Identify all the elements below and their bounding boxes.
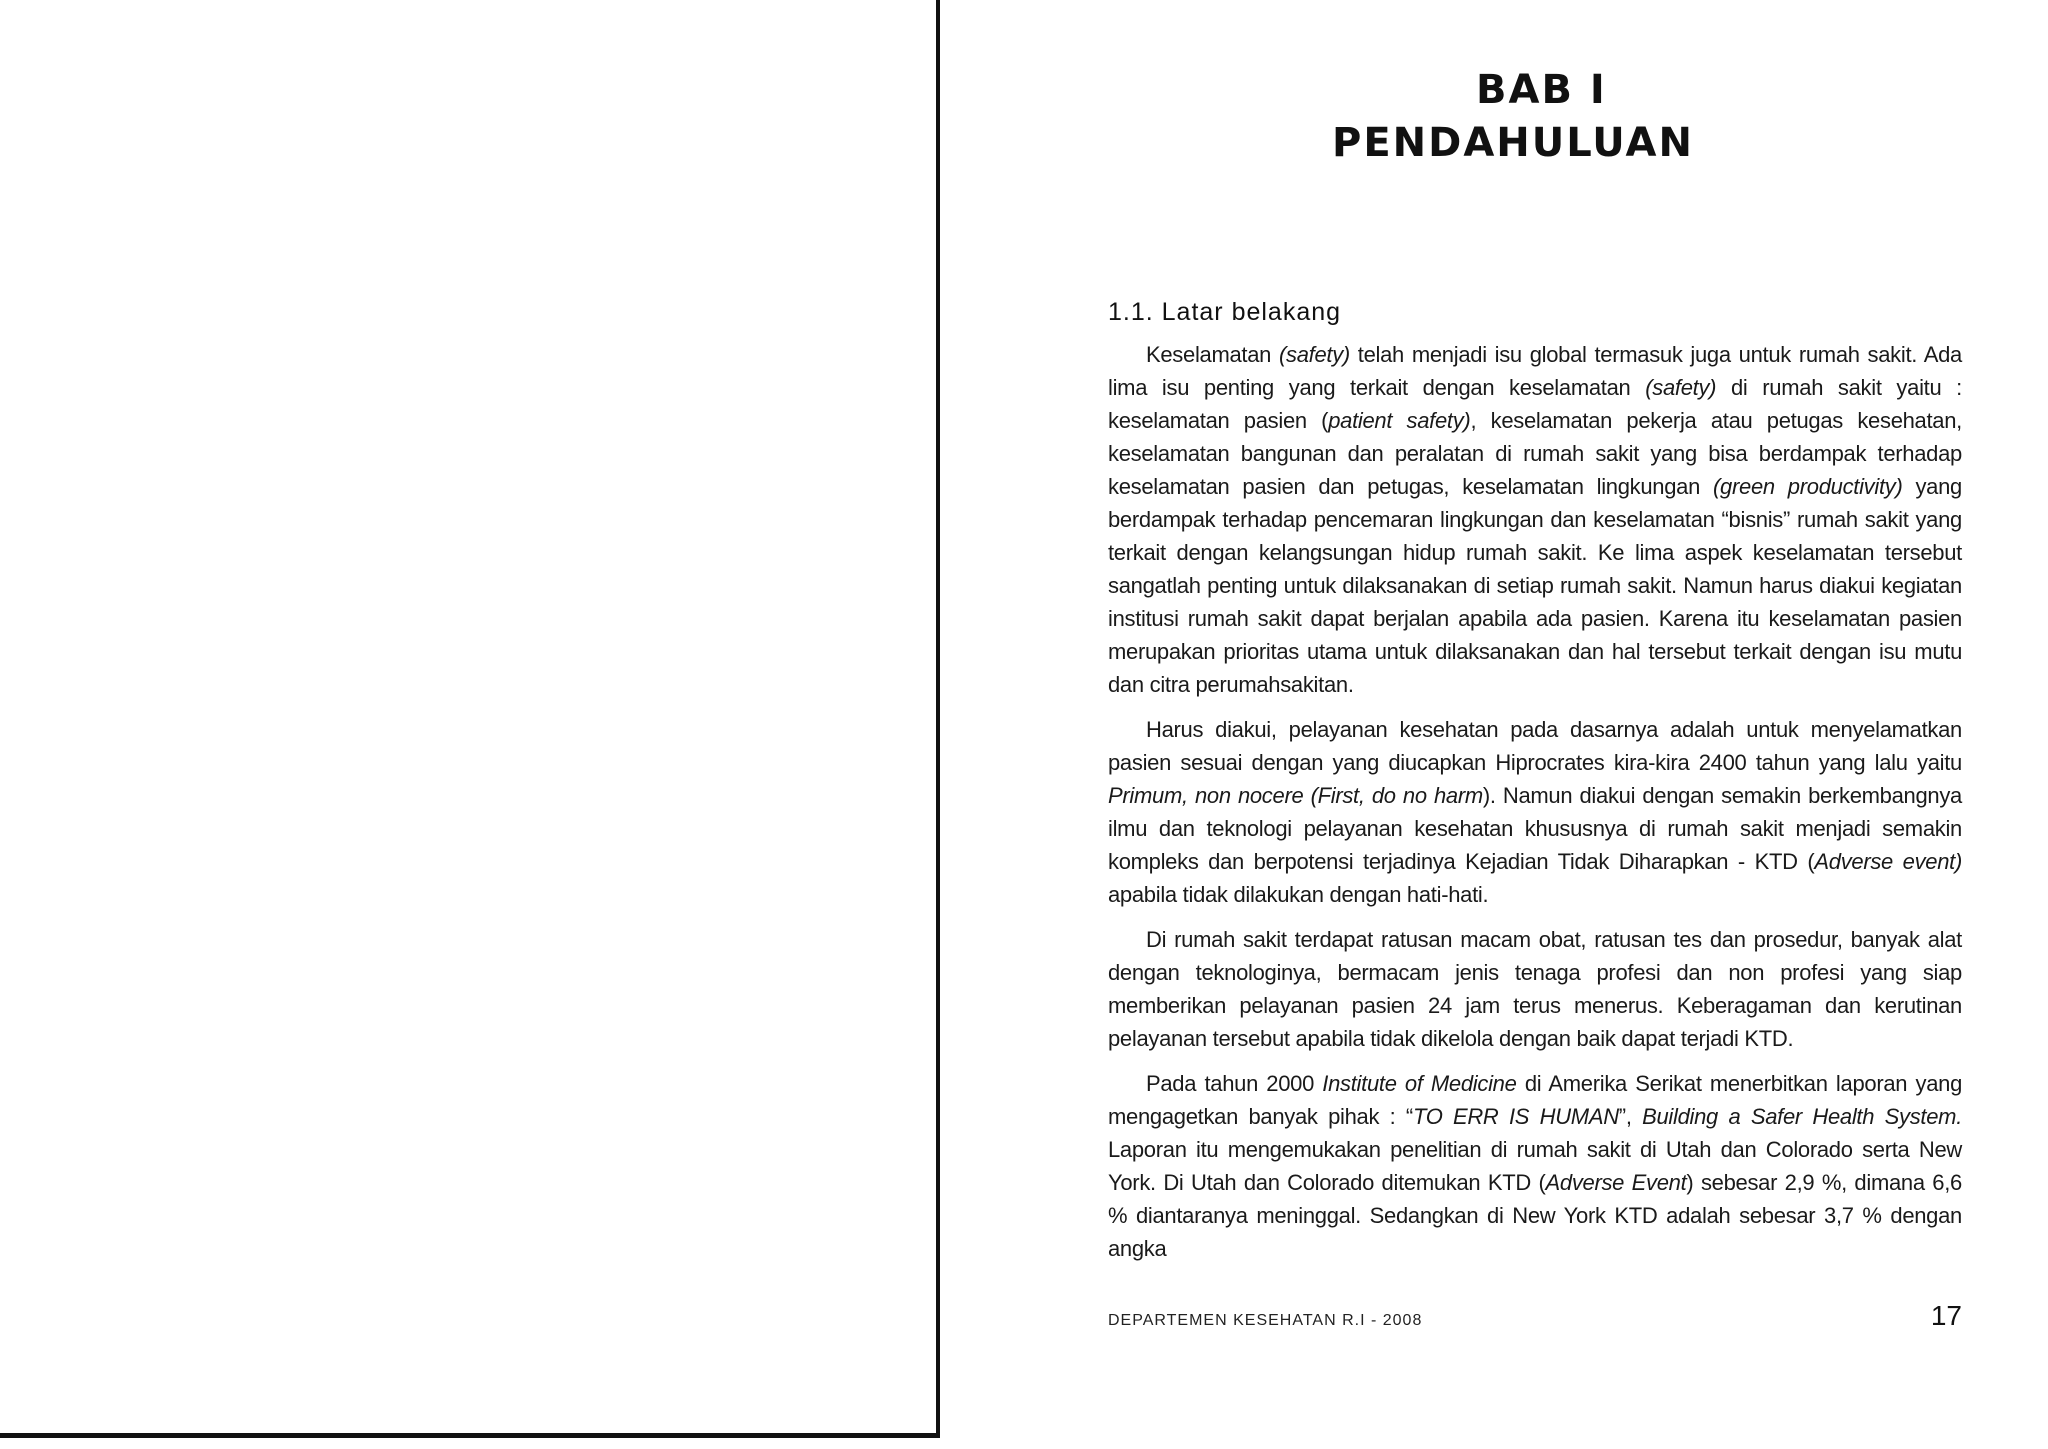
page-gutter bbox=[944, 0, 952, 1449]
text-run: yang berdampak terhadap pencemaran lingkungan dan keselamatan “bisnis” rumah sakit yang terkait dengan kelangsungan hidup rumah sakit. Ke lima aspek keselamatan tersebut sangatlah penting untuk dilaksanakan di setiap rumah sakit. Namun harus diakui kegiatan institusi rumah sakit dapat berjalan apabila ada pasien. Karena itu keselamatan pasien merupakan prioritas utama untuk dilaksanakan dan hal tersebut terkait dengan isu mutu dan citra perumahsakitan. bbox=[1108, 474, 1962, 697]
text-run: , keselamatan pekerja atau petugas kesehatan, keselamatan bangunan dan peralatan di rumah sakit yang bisa berdampak terhadap keselamatan pasien dan petugas, keselamatan lingkungan bbox=[1108, 408, 1962, 499]
chapter-title: PENDAHULUAN bbox=[1332, 120, 1694, 166]
page-number: 17 bbox=[1930, 1300, 1962, 1331]
paragraph bbox=[1108, 713, 1962, 911]
text-run: Keselamatan bbox=[1146, 342, 1279, 367]
italic-term: Primum, non nocere (First, do no harm bbox=[1108, 783, 1483, 808]
text-run: Pada tahun 2000 bbox=[1146, 1071, 1323, 1096]
footer-publisher: DEPARTEMEN KESEHATAN R.I - 2008 bbox=[1108, 1312, 1423, 1329]
text-run: telah menjadi isu global termasuk juga untuk rumah sakit. Ada lima isu penting yang terkait dengan keselamatan bbox=[1108, 342, 1962, 400]
italic-term: (green productivity) bbox=[1713, 474, 1903, 499]
italic-term: Institute of Medicine bbox=[1322, 1071, 1517, 1096]
paragraph bbox=[1108, 338, 1962, 701]
italic-term: TO ERR IS HUMAN bbox=[1412, 1104, 1619, 1129]
text-run: Di rumah sakit terdapat ratusan macam obat, ratusan tes dan prosedur, banyak alat dengan teknologinya, bermacam jenis tenaga profesi dan non profesi yang siap memberikan pelayanan pasien 24 jam terus menerus. Keberagaman dan kerutinan pelayanan tersebut apabila tidak dikelola dengan baik dapat terjadi KTD. bbox=[1108, 927, 1962, 1051]
blank-left-page bbox=[0, 0, 940, 1438]
text-run: ). Namun diakui dengan semakin berkembangnya ilmu dan teknologi pelayanan kesehatan khususnya di rumah sakit menjadi semakin kompleks dan berpotensi terjadinya Kejadian Tidak Diharapkan - KTD ( bbox=[1108, 783, 1962, 874]
italic-term: patient safety) bbox=[1328, 408, 1471, 433]
right-page bbox=[952, 0, 2048, 1449]
section-heading: 1.1. Latar belakang bbox=[1108, 298, 1342, 326]
text-run: di rumah sakit yaitu : keselamatan pasien ( bbox=[1108, 375, 1962, 433]
italic-term: Building a Safer Health System. bbox=[1642, 1104, 1963, 1129]
page-content bbox=[1108, 296, 1962, 1277]
paragraph bbox=[1108, 923, 1962, 1055]
italic-term: (safety) bbox=[1278, 342, 1350, 367]
text-run: ”, bbox=[1618, 1104, 1643, 1129]
text-run: Harus diakui, pelayanan kesehatan pada dasarnya adalah untuk menyelamatkan pasien sesuai dengan yang diucapkan Hiprocrates kira-kira 2400 tahun yang lalu yaitu bbox=[1108, 717, 1962, 775]
italic-term: (safety) bbox=[1645, 375, 1717, 400]
text-run: Laporan itu mengemukakan penelitian di rumah sakit di Utah dan Colorado serta New York. Di Utah dan Colorado ditemukan KTD ( bbox=[1108, 1137, 1962, 1195]
page-footer bbox=[1108, 1300, 1962, 1332]
chapter-heading bbox=[952, 64, 2048, 170]
text-run: di Amerika Serikat menerbitkan laporan yang mengagetkan banyak pihak : “ bbox=[1108, 1071, 1962, 1129]
chapter-number: BAB I bbox=[1476, 67, 1607, 113]
italic-term: Adverse event) bbox=[1814, 849, 1963, 874]
paragraph bbox=[1108, 1067, 1962, 1265]
text-run: apabila tidak dilakukan dengan hati-hati. bbox=[1108, 882, 1489, 907]
italic-term: Adverse Event bbox=[1545, 1170, 1687, 1195]
text-run: ) sebesar 2,9 %, dimana 6,6 % diantaranya meninggal. Sedangkan di New York KTD adalah sebesar 3,7 % dengan angka bbox=[1108, 1170, 1962, 1261]
